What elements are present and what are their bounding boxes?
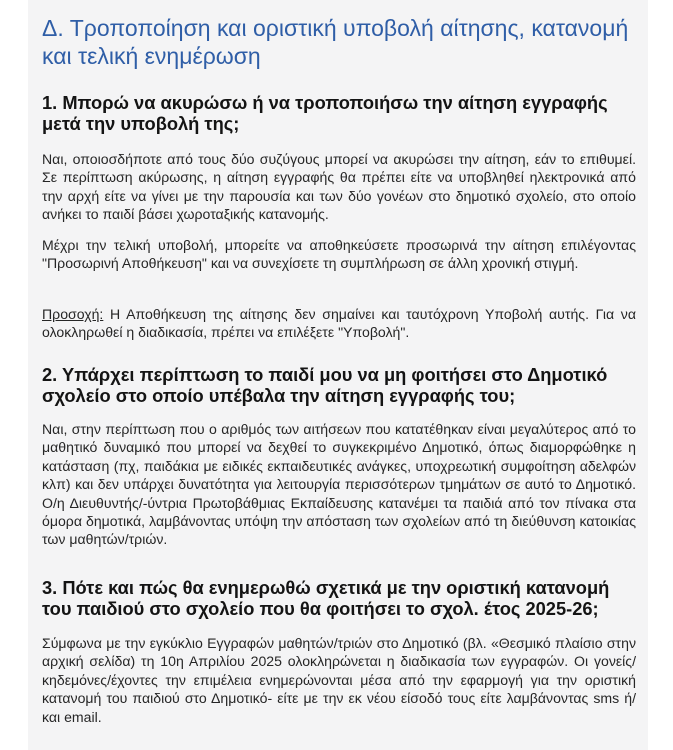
note-text: Η Αποθήκευση της αίτησης δεν σημαίνει και ταυτόχρονη Υποβολή αυτής. Για να ολοκληρωθεί η διαδικασία, πρέπει να επιλέξετε "Υποβολή". — [42, 306, 636, 341]
note-label: Προσοχή: — [42, 306, 104, 322]
answer-1-paragraph-2: Μέχρι την τελική υποβολή, μπορείτε να αποθηκεύσετε προσωρινά την αίτηση επιλέγοντας "Προσωρινή Αποθήκευση" και να συνεχίσετε τη συμπλήρωση σε άλλη χρονική στιγμή. — [42, 237, 636, 272]
document-title: Δ. Τροποποίηση και οριστική υποβολή αίτησης, κατανομή και τελική ενημέρωση — [42, 15, 629, 69]
answer-2-paragraph-1: Ναι, στην περίπτωση που ο αριθμός των αιτήσεων που κατατέθηκαν είναι μεγαλύτερος από το μαθητικό δυναμικό που μπορεί να δεχθεί το συγκεκριμένο Δημοτικό, όπως διαμορφώθηκε η κατάσταση (πχ, παιδάκια με ειδικές εκπαιδευτικές ανάγκες, υποχρεωτική συμφοίτηση αδελφών κλπ) και δεν υπάρχει δυνατότητα για λειτουργία περισσότερων τμημάτων σε αυτό το Δημοτικό. Ο/η Διευθυντής/-ύντρια Πρωτοβάθμιας Εκπαίδευσης κατανέμει τα παιδιά από τον πίνακα στα όμορα δημοτικά, λαμβάνοντας υπόψη την απόσταση των σχολείων από τη διεύθυνση κατοικίας των μαθητών/τριών. — [42, 421, 636, 548]
document-page — [28, 0, 648, 750]
answer-1-paragraph-1: Ναι, οποιοσδήποτε από τους δύο συζύγους μπορεί να ακυρώσει την αίτηση, εάν το επιθυμεί. Σε περίπτωση ακύρωσης, η αίτηση εγγραφής θα πρέπει είτε να υποβληθεί ηλεκτρονικά από την αρχή είτε να γίνει με την παρουσία και των δύο γονέων στο δημοτικό σχολείο, στο οποίο ανήκει το παιδί βάσει χωροταξικής κατανομής. — [42, 151, 636, 223]
answer-1-note — [42, 305, 636, 342]
answer-3-paragraph-1: Σύμφωνα με την εγκύκλιο Εγγραφών μαθητών/τριών στο Δημοτικό (βλ. «Θεσμικό πλαίσιο στην αρχική σελίδα) τη 10η Απριλίου 2025 ολοκληρώνεται η διαδικασία των εγγραφών. Οι γονείς/κηδεμόνες/έχοντες την επιμέλεια ενημερώνονται μέσα από την εφαρμογή για την οριστική κατανομή του παιδιού στο Δημοτικό- είτε με την εκ νέου είσοδό τους είτε λαμβάνοντας sms ή/ και email. — [42, 635, 636, 725]
question-3: 3. Πότε και πώς θα ενημερωθώ σχετικά με την οριστική κατανομή του παιδιού στο σχολείο που θα φοιτήσει το σχολ. έτος 2025-26; — [42, 577, 610, 619]
question-2: 2. Υπάρχει περίπτωση το παιδί μου να μη φοιτήσει στο Δημοτικό σχολείο στο οποίο υπέβαλα την αίτηση εγγραφής του; — [42, 364, 608, 406]
question-1: 1. Μπορώ να ακυρώσω ή να τροποποιήσω την αίτηση εγγραφής μετά την υποβολή της; — [42, 92, 608, 134]
